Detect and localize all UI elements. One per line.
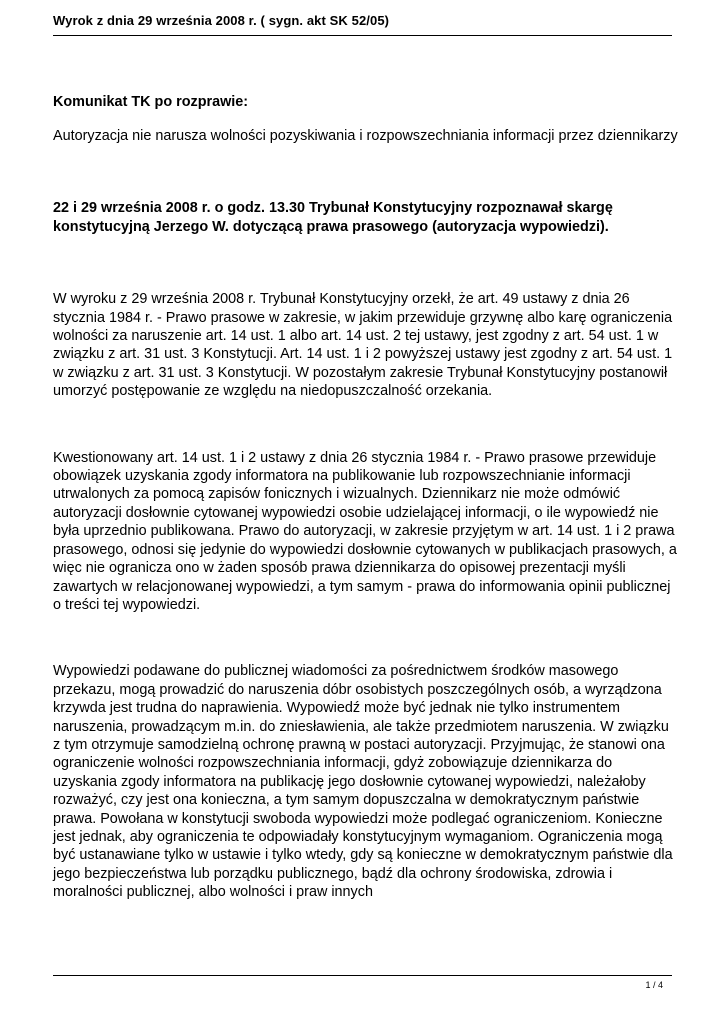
running-header: Wyrok z dnia 29 września 2008 r. ( sygn. akt SK 52/05) bbox=[53, 13, 390, 28]
subtitle-paragraph: Autoryzacja nie narusza wolności pozyskiwania i rozpowszechniania informacji przez dziennikarzy bbox=[53, 128, 678, 144]
footer-divider bbox=[53, 975, 672, 976]
page-number: 1 / 4 bbox=[645, 980, 663, 990]
document-body bbox=[53, 93, 678, 902]
verdict-paragraph: W wyroku z 29 września 2008 r. Trybunał Konstytucyjny orzekł, że art. 49 ustawy z dnia 26 stycznia 1984 r. - Prawo prasowe w zakresie, w jakim przewiduje grzywnę albo karę ograniczenia wolności za naruszenie art. 14 ust. 1 albo art. 14 ust. 2 tej ustawy, jest zgodny z art. 54 ust. 1 w związku z art. 31 ust. 3 Konstytucji. Art. 14 ust. 1 i 2 powyższej ustawy jest zgodny z art. 54 ust. 1 w związku z art. 31 ust. 3 Konstytucji. W pozostałym zakresie Trybunał Konstytucyjny postanowił umorzyć postępowanie ze względu na niedopuszczalność orzekania. bbox=[53, 291, 673, 400]
section-heading: Komunikat TK po rozprawie: bbox=[53, 94, 249, 110]
header-divider bbox=[53, 35, 672, 36]
authorization-paragraph: Kwestionowany art. 14 ust. 1 i 2 ustawy z dnia 26 stycznia 1984 r. - Prawo prasowe przewiduje obowiązek uzyskania zgody informatora na publikowanie lub rozpowszechnianie informacji utrwalonych za pomocą zapisów fonicznych i wizualnych. Dziennikarz nie może odmówić autoryzacji dosłownie cytowanej wypowiedzi osobie udzielającej informacji, o ile wypowiedź nie była uprzednio publikowana. Prawo do autoryzacji, w zakresie przyjętym w art. 14 ust. 1 i 2 prawa prasowego, odnosi się jedynie do wypowiedzi dosłownie cytowanych w publikacjach prasowych, a więc nie ogranicza ono w żaden sposób prawa dziennikarza do opisowej prezentacji myśli zawartych w relacjonowanej wypowiedzi, a tym samym - prawa do informowania opinii publicznej o treści tej wypowiedzi. bbox=[53, 449, 677, 613]
lead-paragraph: 22 i 29 września 2008 r. o godz. 13.30 Trybunał Konstytucyjny rozpoznawał skargę konstytucyjną Jerzego W. dotyczącą prawa prasowego (autoryzacja wypowiedzi). bbox=[53, 200, 613, 235]
restrictions-paragraph: Wypowiedzi podawane do publicznej wiadomości za pośrednictwem środków masowego przekazu, mogą prowadzić do naruszenia dóbr osobistych poszczególnych osób, a wyrządzona krzywda jest trudna do naprawienia. Wypowiedź może być jednak nie tylko instrumentem naruszenia, prowadzącym m.in. do zniesławienia, ale także przedmiotem naruszenia. W związku z tym otrzymuje samodzielną ochronę prawną w postaci autoryzacji. Przyjmując, że stanowi ona ograniczenie wolności rozpowszechniania informacji, gdyż zobowiązuje dziennikarza do uzyskania zgody informatora na publikację jego dosłownie cytowanej wypowiedzi, należałoby rozważyć, czy jest ona konieczna, a tym samym dopuszczalna w demokratycznym państwie prawa. Powołana w konstytucji swoboda wypowiedzi może podlegać ograniczeniom. Konieczne jest jednak, aby ograniczenia te odpowiadały konstytucyjnym wymaganiom. Ograniczenia mogą być ustanawiane tylko w ustawie i tylko wtedy, gdy są konieczne w demokratycznym państwie dla jego bezpieczeństwa lub porządku publicznego, bądź dla ochrony środowiska, zdrowia i moralności publicznej, albo wolności i praw innych bbox=[53, 663, 673, 901]
